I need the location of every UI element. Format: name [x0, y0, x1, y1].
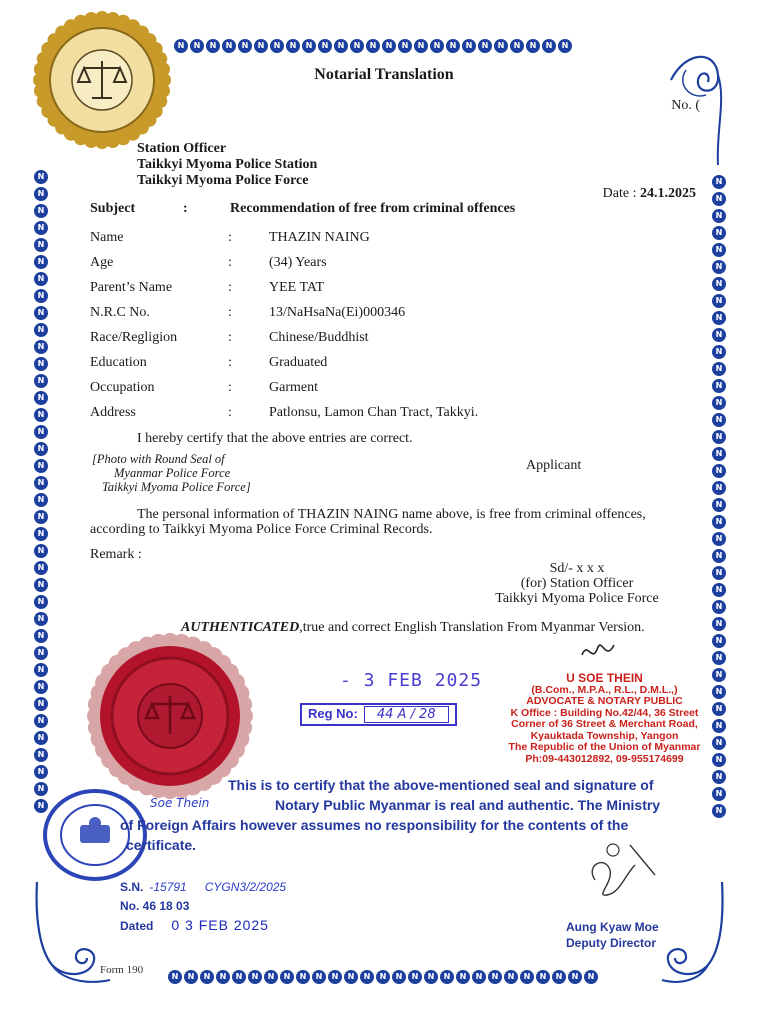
border-ornament: N [712, 175, 726, 189]
border-ornament: N [712, 583, 726, 597]
border-ornament: N [712, 447, 726, 461]
border-ornament: N [520, 970, 534, 984]
notary-line: (B.Com., M.P.A., R.L., D.M.L.,) [531, 683, 678, 696]
border-ornament: N [334, 39, 348, 53]
moefa-line: certificate. [126, 837, 197, 853]
notary-line: Corner of 36 Street & Merchant Road, [511, 718, 698, 730]
border-ornament: N [712, 634, 726, 648]
border-ornament: N [382, 39, 396, 53]
border-ornament: N [712, 396, 726, 410]
document-title: Notarial Translation [314, 66, 454, 83]
border-ornament: N [712, 702, 726, 716]
recipient-line: Station Officer [137, 141, 227, 156]
detail-colon: : [228, 405, 232, 420]
notary-line: The Republic of the Union of Myanmar [508, 741, 701, 753]
border-ornament: N [350, 39, 364, 53]
border-ornament: N [712, 464, 726, 478]
border-ornament: N [712, 617, 726, 631]
sn-line [120, 878, 286, 897]
no-line: No. 46 18 03 [120, 899, 190, 913]
border-ornament: N [296, 970, 310, 984]
border-ornament: N [712, 226, 726, 240]
border-ornament: N [712, 770, 726, 784]
border-ornament: N [366, 39, 380, 53]
border-ornament: N [712, 413, 726, 427]
detail-colon: : [228, 230, 232, 245]
subject-label: Subject [90, 201, 136, 216]
border-ornament: N [174, 39, 188, 53]
notary-line: Kyauktada Township, Yangon [530, 729, 679, 742]
border-ornament: N [712, 362, 726, 376]
border-ornament: N [462, 39, 476, 53]
photo-note [92, 452, 251, 494]
photo-note-line: Taikkyi Myoma Police Force] [102, 480, 251, 494]
border-ornament: N [398, 39, 412, 53]
border-ornament: N [712, 243, 726, 257]
border-ornament: N [34, 680, 48, 694]
border-ornament: N [712, 294, 726, 308]
date-stamp: - 3 FEB 2025 [340, 670, 483, 691]
border-ornament: N [536, 970, 550, 984]
border-ornament: N [34, 714, 48, 728]
border-ornament: N [312, 970, 326, 984]
border-ornament: N [712, 430, 726, 444]
recipient-block [137, 141, 317, 189]
border-ornament: N [168, 970, 182, 984]
sn-reference: CYGN3/2/2025 [204, 880, 287, 894]
border-ornament: N [712, 566, 726, 580]
border-ornament: N [34, 493, 48, 507]
dated-value: 0 3 FEB 2025 [171, 917, 269, 933]
photo-note-line: Myanmar Police Force [114, 466, 231, 480]
border-ornament: N [34, 255, 48, 269]
border-ornament: N [456, 970, 470, 984]
corner-ornament-bottom-right [660, 880, 730, 990]
border-ornament: N [712, 498, 726, 512]
notary-line: K Office : Building No.42/44, 36 Street [510, 706, 699, 719]
detail-colon: : [228, 255, 232, 270]
border-ornament: N [360, 970, 374, 984]
border-ornament: N [712, 787, 726, 801]
border-ornament: N [34, 697, 48, 711]
detail-label: Age [90, 255, 114, 270]
signatory-name: Aung Kyaw Moe [566, 920, 659, 934]
border-ornament: N [424, 970, 438, 984]
border-ornament: N [712, 736, 726, 750]
detail-label: Parent’s Name [90, 280, 173, 295]
remark-label: Remark : [90, 547, 142, 562]
border-left [34, 170, 48, 813]
detail-colon: : [228, 305, 232, 320]
border-ornament: N [34, 799, 48, 813]
border-ornament: N [286, 39, 300, 53]
border-ornament: N [446, 39, 460, 53]
subject-value: Recommendation of free from criminal offences [230, 201, 516, 216]
sn-value: -15791 [149, 880, 187, 894]
signature-line: (for) Station Officer [520, 576, 634, 591]
border-ornament: N [318, 39, 332, 53]
detail-colon: : [228, 280, 232, 295]
moefa-line: of Foreign Affairs however assumes no responsibility for the contents of the [120, 817, 629, 833]
border-ornament: N [376, 970, 390, 984]
border-ornament: N [34, 187, 48, 201]
border-ornament: N [34, 646, 48, 660]
photo-note-line: [Photo with Round Seal of [92, 452, 225, 466]
border-ornament: N [270, 39, 284, 53]
moefa-line: This is to certify that the above-mentioned seal and signature of [228, 777, 654, 793]
border-ornament: N [34, 238, 48, 252]
border-ornament: N [344, 970, 358, 984]
border-ornament: N [200, 970, 214, 984]
registration-stamp [300, 703, 457, 726]
notary-stamp [497, 673, 712, 765]
recipient-line: Taikkyi Myoma Police Force [137, 173, 309, 188]
border-ornament: N [712, 651, 726, 665]
detail-colon: : [228, 330, 232, 345]
detail-value: Graduated [269, 355, 328, 370]
border-ornament: N [34, 323, 48, 337]
detail-value: Chinese/Buddhist [269, 330, 369, 345]
border-ornament: N [34, 476, 48, 490]
dated-label: Dated [120, 919, 154, 933]
detail-colon: : [228, 380, 232, 395]
border-ornament: N [712, 328, 726, 342]
reg-number: 44 A / 28 [364, 706, 449, 723]
detail-label: Race/Regligion [90, 330, 178, 345]
border-ornament: N [488, 970, 502, 984]
sn-label: S.N. [120, 880, 144, 894]
date-value: 24.1.2025 [640, 186, 696, 201]
border-ornament: N [712, 719, 726, 733]
moefa-signature [585, 835, 665, 905]
border-ornament: N [34, 340, 48, 354]
border-ornament: N [552, 970, 566, 984]
moefa-line: Notary Public Myanmar is real and authentic. The Ministry [275, 797, 661, 813]
border-ornament: N [510, 39, 524, 53]
document-number-label: No. ( [671, 98, 700, 113]
moefa-signatory [566, 919, 659, 951]
border-ornament: N [34, 442, 48, 456]
border-ornament: N [328, 970, 342, 984]
border-ornament: N [280, 970, 294, 984]
border-bottom [168, 970, 598, 984]
border-ornament: N [712, 379, 726, 393]
border-ornament: N [34, 357, 48, 371]
border-ornament: N [34, 544, 48, 558]
police-signature-block [472, 561, 682, 606]
signature-line: Taikkyi Myoma Police Force [495, 591, 659, 606]
border-ornament: N [184, 970, 198, 984]
border-ornament: N [238, 39, 252, 53]
border-ornament: N [34, 408, 48, 422]
border-ornament: N [542, 39, 556, 53]
border-ornament: N [712, 685, 726, 699]
detail-value: Garment [269, 380, 318, 395]
border-ornament: N [222, 39, 236, 53]
border-ornament: N [712, 532, 726, 546]
signatory-title: Deputy Director [566, 936, 657, 950]
border-ornament: N [34, 425, 48, 439]
clearance-paragraph: The personal information of THAZIN NAING name above, is free from criminal offences, according to Taikkyi Myoma Police Force Criminal Records. [90, 507, 646, 537]
border-ornament: N [408, 970, 422, 984]
reg-label: Reg No: [308, 706, 358, 721]
border-ornament: N [216, 970, 230, 984]
border-ornament: N [248, 970, 262, 984]
border-ornament: N [712, 549, 726, 563]
border-ornament: N [34, 561, 48, 575]
border-ornament: N [206, 39, 220, 53]
border-ornament: N [34, 527, 48, 541]
border-ornament: N [190, 39, 204, 53]
border-ornament: N [712, 481, 726, 495]
detail-value: (34) Years [269, 255, 327, 270]
border-ornament: N [34, 459, 48, 473]
detail-label: Occupation [90, 380, 155, 395]
border-ornament: N [232, 970, 246, 984]
authenticated-word: AUTHENTICATED [181, 620, 300, 635]
applicant-label: Applicant [526, 458, 582, 473]
border-ornament: N [254, 39, 268, 53]
border-ornament: N [712, 311, 726, 325]
border-ornament: N [558, 39, 572, 53]
border-ornament: N [712, 192, 726, 206]
border-right [712, 175, 726, 818]
border-ornament: N [392, 970, 406, 984]
border-ornament: N [34, 595, 48, 609]
border-ornament: N [472, 970, 486, 984]
border-ornament: N [712, 804, 726, 818]
detail-value: THAZIN NAING [269, 230, 370, 245]
border-ornament: N [34, 170, 48, 184]
border-ornament: N [712, 209, 726, 223]
border-ornament: N [34, 289, 48, 303]
border-ornament: N [34, 306, 48, 320]
certify-statement: I hereby certify that the above entries are correct. [137, 431, 413, 446]
border-ornament: N [504, 970, 518, 984]
border-ornament: N [712, 753, 726, 767]
border-ornament: N [264, 970, 278, 984]
recipient-line: Taikkyi Myoma Police Station [137, 157, 318, 172]
border-ornament: N [34, 782, 48, 796]
border-ornament: N [568, 970, 582, 984]
border-ornament: N [34, 612, 48, 626]
detail-label: N.R.C No. [90, 305, 150, 320]
notary-line: U SOE THEIN [566, 671, 643, 685]
dated-line [120, 916, 286, 936]
border-ornament: N [430, 39, 444, 53]
border-ornament: N [584, 970, 598, 984]
signature-line: Sd/- x x x [549, 561, 605, 576]
border-ornament: N [34, 272, 48, 286]
border-ornament: N [34, 663, 48, 677]
detail-label: Education [90, 355, 147, 370]
border-ornament: N [34, 578, 48, 592]
authentication-line [181, 620, 645, 636]
border-ornament: N [34, 629, 48, 643]
authenticated-text: ,true and correct English Translation From Myanmar Version. [299, 620, 645, 635]
border-ornament: N [712, 668, 726, 682]
detail-label: Name [90, 230, 124, 245]
detail-value: 13/NaHsaNa(Ei)000346 [269, 305, 406, 320]
border-ornament: N [34, 748, 48, 762]
border-ornament: N [712, 515, 726, 529]
notary-line: Ph:09-443012892, 09-955174699 [525, 752, 684, 765]
border-top [174, 39, 572, 53]
handwritten-notary-name: Soe Thein [150, 796, 210, 810]
moefa-reference-block [120, 878, 286, 936]
notary-signature [578, 635, 618, 670]
border-ornament: N [34, 731, 48, 745]
date-label: Date : [602, 186, 637, 201]
detail-value: YEE TAT [269, 280, 325, 295]
detail-value: Patlonsu, Lamon Chan Tract, Takkyi. [269, 405, 479, 420]
border-ornament: N [34, 204, 48, 218]
date-line [603, 186, 696, 202]
border-ornament: N [712, 600, 726, 614]
border-ornament: N [440, 970, 454, 984]
border-ornament: N [526, 39, 540, 53]
border-ornament: N [34, 374, 48, 388]
subject-colon: : [183, 201, 188, 216]
notary-line: ADVOCATE & NOTARY PUBLIC [526, 695, 683, 707]
border-ornament: N [302, 39, 316, 53]
border-ornament: N [712, 277, 726, 291]
border-ornament: N [34, 391, 48, 405]
border-ornament: N [34, 510, 48, 524]
border-ornament: N [712, 260, 726, 274]
detail-label: Address [90, 405, 136, 420]
border-ornament: N [478, 39, 492, 53]
border-ornament: N [712, 345, 726, 359]
border-ornament: N [494, 39, 508, 53]
form-number: Form 190 [100, 964, 144, 976]
border-ornament: N [34, 765, 48, 779]
detail-colon: : [228, 355, 232, 370]
border-ornament: N [414, 39, 428, 53]
border-ornament: N [34, 221, 48, 235]
